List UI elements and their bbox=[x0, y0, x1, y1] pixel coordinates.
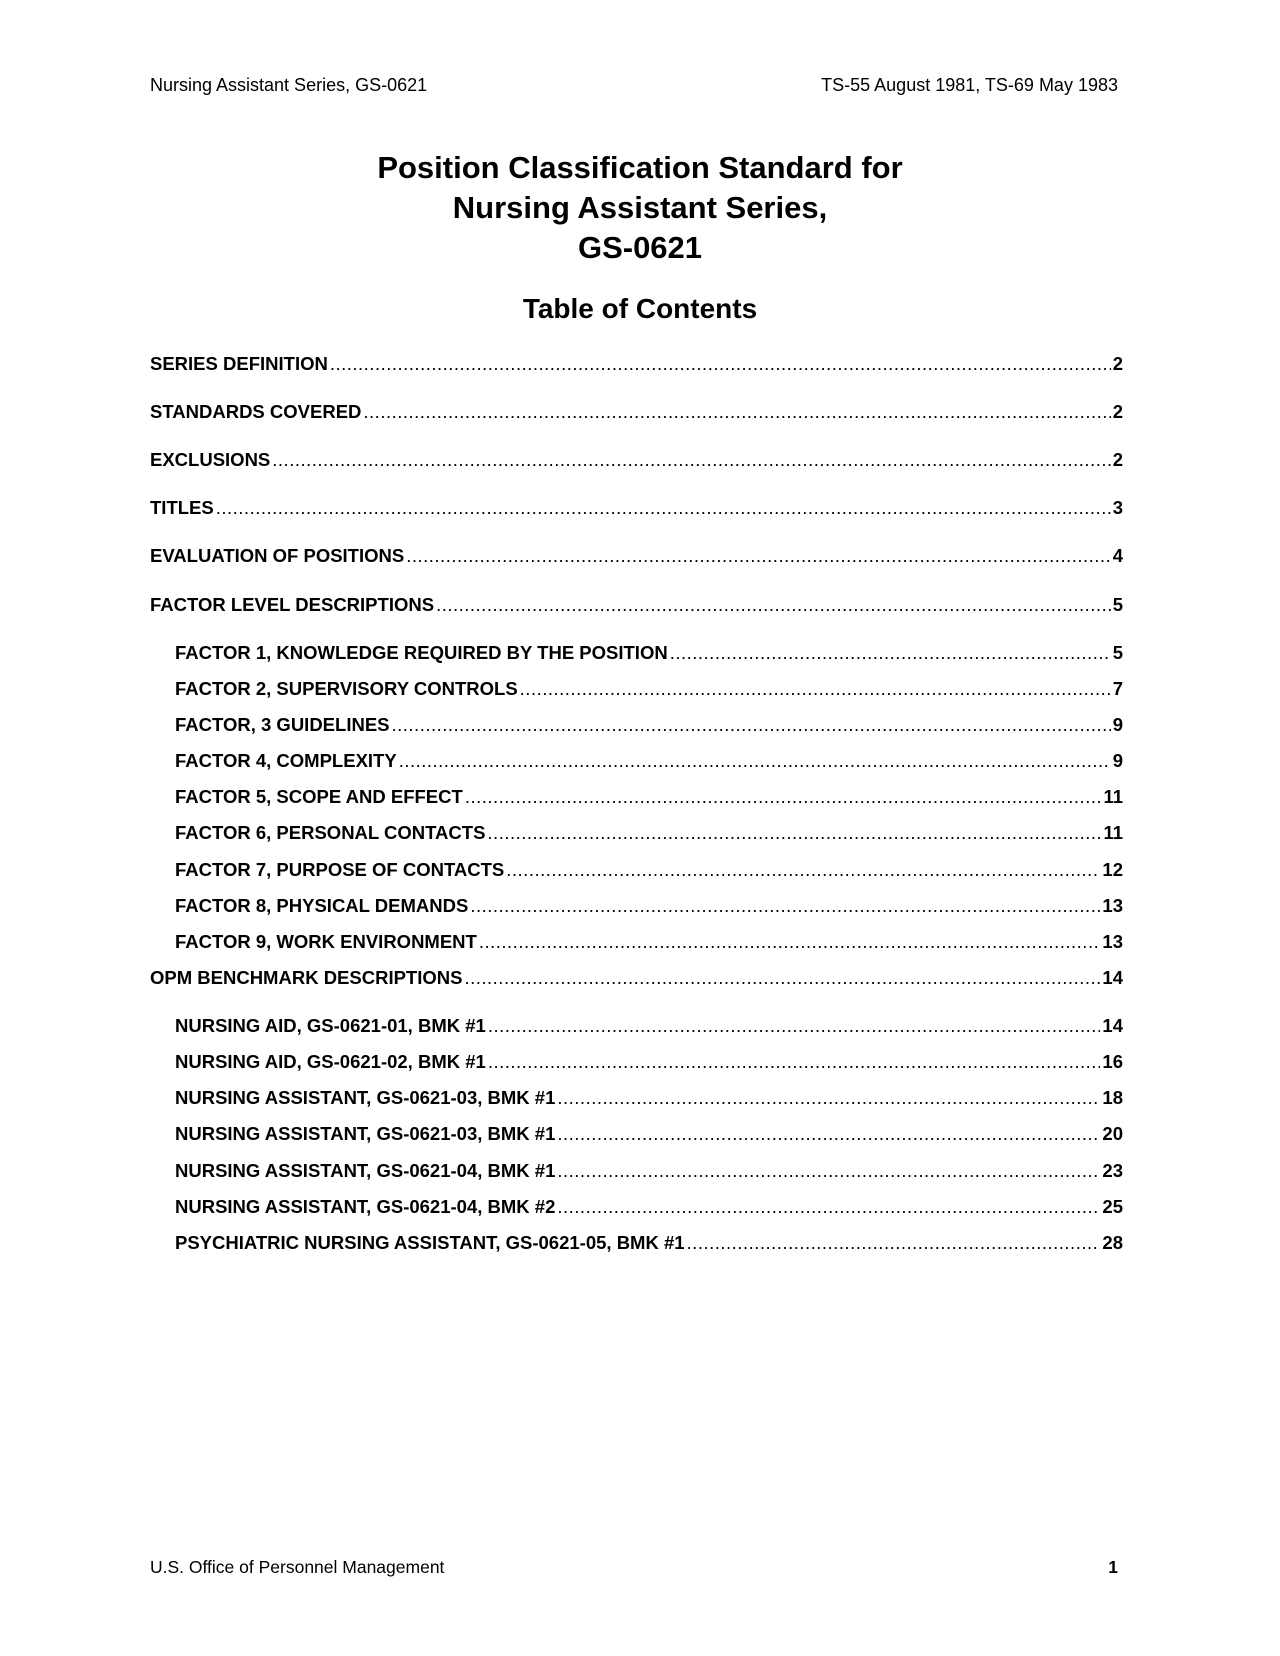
toc-dot-leader bbox=[687, 1232, 1101, 1254]
toc-entry-label: FACTOR 1, KNOWLEDGE REQUIRED BY THE POSITION bbox=[175, 642, 668, 663]
toc-entry[interactable] bbox=[150, 594, 1123, 616]
toc-entry-page: 14 bbox=[1102, 1015, 1123, 1036]
toc-entry-page: 13 bbox=[1102, 931, 1123, 952]
running-footer bbox=[150, 1556, 1118, 1578]
toc-dot-leader bbox=[557, 1123, 1100, 1145]
toc-dot-leader bbox=[488, 1015, 1101, 1037]
toc-entry-label: FACTOR LEVEL DESCRIPTIONS bbox=[150, 594, 435, 615]
toc-dot-leader bbox=[436, 594, 1111, 616]
toc-entry-label: EVALUATION OF POSITIONS bbox=[150, 545, 405, 566]
toc-dot-leader bbox=[399, 750, 1111, 772]
toc-entry-label: FACTOR 7, PURPOSE OF CONTACTS bbox=[175, 859, 505, 880]
toc-dot-leader bbox=[272, 449, 1110, 471]
toc-entry-label: TITLES bbox=[150, 497, 214, 518]
toc-entry[interactable] bbox=[175, 1232, 1123, 1254]
toc-entry[interactable] bbox=[175, 642, 1123, 664]
toc-entry-label: FACTOR 8, PHYSICAL DEMANDS bbox=[175, 895, 469, 916]
toc-entry-label: SERIES DEFINITION bbox=[150, 353, 328, 374]
toc-entry[interactable] bbox=[175, 678, 1123, 700]
title-line-2: Nursing Assistant Series, bbox=[452, 190, 828, 225]
toc-dot-leader bbox=[520, 678, 1111, 700]
toc-entry-page: 14 bbox=[1102, 967, 1123, 988]
toc-entry-page: 12 bbox=[1102, 859, 1123, 880]
toc-entry-page: 7 bbox=[1112, 678, 1123, 699]
toc-entry-page: 25 bbox=[1102, 1196, 1123, 1217]
toc-entry[interactable] bbox=[150, 449, 1123, 471]
toc-dot-leader bbox=[470, 895, 1100, 917]
toc-entry[interactable] bbox=[175, 1087, 1123, 1109]
toc-entry-label: FACTOR, 3 GUIDELINES bbox=[175, 714, 390, 735]
title-line-1: Position Classification Standard for bbox=[377, 150, 903, 185]
toc-dot-leader bbox=[670, 642, 1111, 664]
toc-dot-leader bbox=[392, 714, 1111, 736]
toc-entry-label: PSYCHIATRIC NURSING ASSISTANT, GS-0621-05, BMK #1 bbox=[175, 1232, 685, 1253]
toc-entry[interactable] bbox=[175, 750, 1123, 772]
toc-dot-leader bbox=[216, 497, 1111, 519]
toc-entry-label: OPM BENCHMARK DESCRIPTIONS bbox=[150, 967, 463, 988]
toc-entry[interactable] bbox=[175, 895, 1123, 917]
toc-entry-label: NURSING AID, GS-0621-01, BMK #1 bbox=[175, 1015, 486, 1036]
toc-entry-label: NURSING ASSISTANT, GS-0621-04, BMK #2 bbox=[175, 1196, 556, 1217]
toc-entry-label: FACTOR 6, PERSONAL CONTACTS bbox=[175, 822, 486, 843]
toc-dot-leader bbox=[488, 1051, 1101, 1073]
toc-dot-leader bbox=[479, 931, 1101, 953]
toc-entry-label: FACTOR 2, SUPERVISORY CONTROLS bbox=[175, 678, 518, 699]
toc-entry-label: STANDARDS COVERED bbox=[150, 401, 362, 422]
toc-entry-page: 2 bbox=[1112, 401, 1123, 422]
toc-dot-leader bbox=[406, 545, 1110, 567]
toc-entry-page: 3 bbox=[1112, 497, 1123, 518]
toc-entry-page: 28 bbox=[1102, 1232, 1123, 1253]
toc-entry[interactable] bbox=[150, 401, 1123, 423]
toc-entry-label: NURSING ASSISTANT, GS-0621-03, BMK #1 bbox=[175, 1123, 556, 1144]
toc-entry-page: 16 bbox=[1102, 1051, 1123, 1072]
toc-dot-leader bbox=[465, 786, 1102, 808]
toc-entry[interactable] bbox=[175, 1051, 1123, 1073]
toc-dot-leader bbox=[557, 1196, 1100, 1218]
toc-dot-leader bbox=[557, 1087, 1100, 1109]
toc-entry[interactable] bbox=[150, 967, 1123, 989]
toc-entry-page: 9 bbox=[1112, 714, 1123, 735]
toc-entry[interactable] bbox=[175, 714, 1123, 736]
title-line-3: GS-0621 bbox=[577, 230, 703, 265]
toc-entry-page: 20 bbox=[1102, 1123, 1123, 1144]
toc-entry-page: 2 bbox=[1112, 449, 1123, 470]
toc-entry-label: FACTOR 5, SCOPE AND EFFECT bbox=[175, 786, 463, 807]
footer-page-number: 1 bbox=[1108, 1557, 1118, 1577]
toc-entry[interactable] bbox=[175, 1196, 1123, 1218]
toc-dot-leader bbox=[506, 859, 1100, 881]
toc-heading: Table of Contents bbox=[522, 293, 758, 324]
toc-entry-page: 18 bbox=[1102, 1087, 1123, 1108]
toc-entry[interactable] bbox=[175, 786, 1123, 808]
toc-entry-page: 11 bbox=[1103, 786, 1123, 807]
header-revision-dates: TS-55 August 1981, TS-69 May 1983 bbox=[821, 75, 1118, 95]
toc-dot-leader bbox=[487, 822, 1101, 844]
toc-dot-leader bbox=[363, 401, 1110, 423]
toc-entry-page: 5 bbox=[1112, 594, 1123, 615]
toc-entry-page: 5 bbox=[1112, 642, 1123, 663]
toc-entry[interactable] bbox=[150, 497, 1123, 519]
toc-entry[interactable] bbox=[175, 1160, 1123, 1182]
header-series: Nursing Assistant Series, GS-0621 bbox=[150, 75, 428, 95]
toc-entry-label: FACTOR 9, WORK ENVIRONMENT bbox=[175, 931, 477, 952]
toc-dot-leader bbox=[330, 353, 1111, 375]
toc-entry[interactable] bbox=[175, 859, 1123, 881]
toc-entry[interactable] bbox=[150, 353, 1123, 375]
toc-entry[interactable] bbox=[175, 1123, 1123, 1145]
toc-entry[interactable] bbox=[175, 1015, 1123, 1037]
toc-entry-page: 13 bbox=[1102, 895, 1123, 916]
toc-entry-page: 9 bbox=[1112, 750, 1123, 771]
toc-entry-page: 11 bbox=[1103, 822, 1123, 843]
toc-entry-label: FACTOR 4, COMPLEXITY bbox=[175, 750, 397, 771]
toc-entry-page: 4 bbox=[1112, 545, 1123, 566]
toc-entry-label: EXCLUSIONS bbox=[150, 449, 271, 470]
toc-entry-label: NURSING ASSISTANT, GS-0621-04, BMK #1 bbox=[175, 1160, 556, 1181]
footer-agency: U.S. Office of Personnel Management bbox=[150, 1557, 445, 1577]
toc-entry-label: NURSING ASSISTANT, GS-0621-03, BMK #1 bbox=[175, 1087, 556, 1108]
toc-entry-page: 2 bbox=[1112, 353, 1123, 374]
toc-dot-leader bbox=[464, 967, 1100, 989]
toc-dot-leader bbox=[557, 1160, 1100, 1182]
toc-entry-page: 23 bbox=[1102, 1160, 1123, 1181]
toc-entry[interactable] bbox=[175, 822, 1123, 844]
toc-entry[interactable] bbox=[150, 545, 1123, 567]
toc-entry[interactable] bbox=[175, 931, 1123, 953]
toc-entry-label: NURSING AID, GS-0621-02, BMK #1 bbox=[175, 1051, 486, 1072]
